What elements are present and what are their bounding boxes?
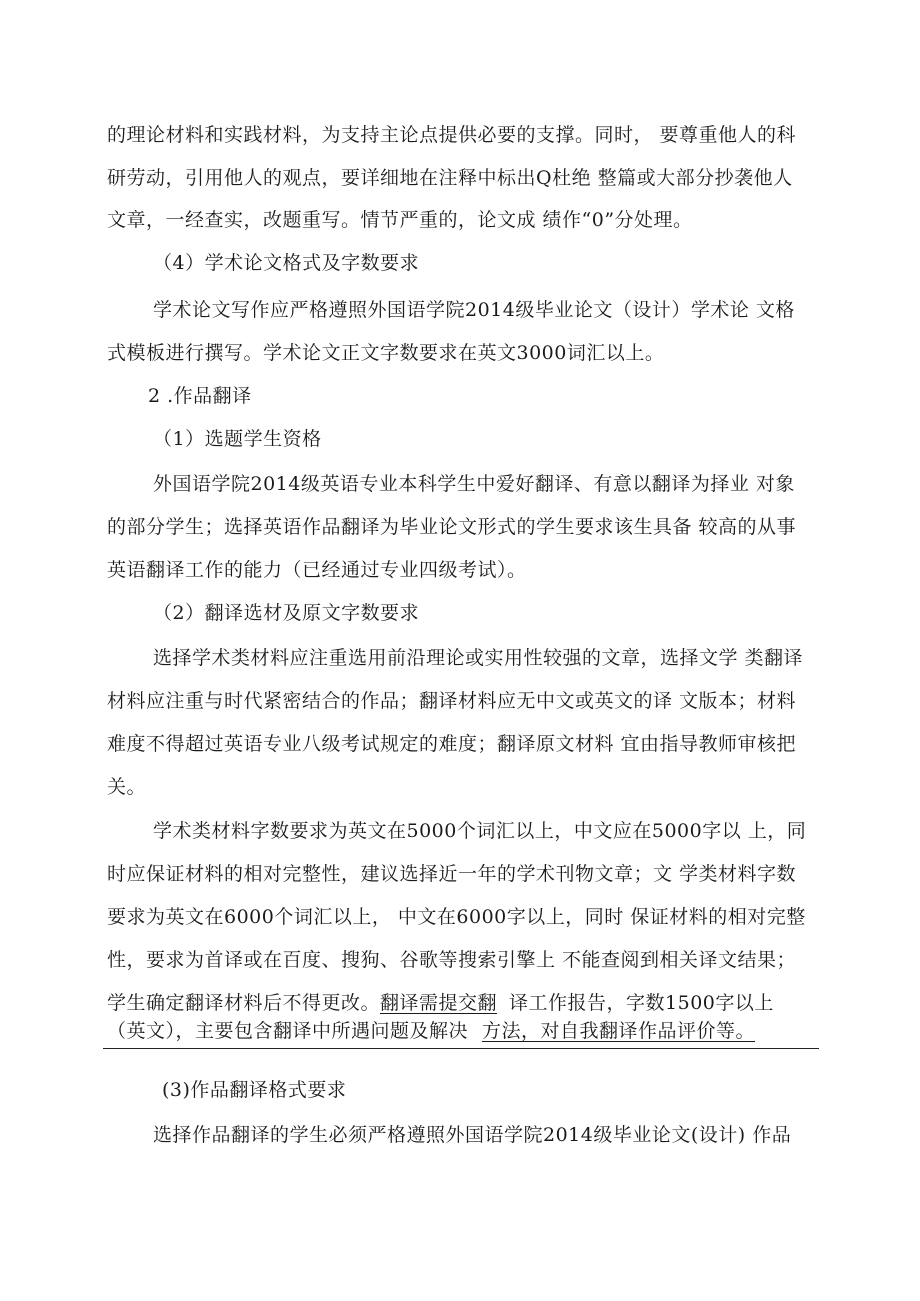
text-line: 要求为英文在6000个词汇以上， 中文在6000字以上，同时 保证材料的相对完整 <box>107 906 806 928</box>
text-segment: 学生确定翻译材料后不得更改。 <box>107 992 381 1014</box>
text-line: 的部分学生；选择英语作品翻译为毕业论文形式的学生要求该生具备 较高的从事 <box>107 516 797 538</box>
text-line: 的理论材料和实践材料，为支持主论点提供必要的支撑。同时， 要尊重他人的科 <box>107 124 797 146</box>
text-line: 研劳动，引用他人的观点，要详细地在注释中标出Q杜绝 整篇或大部分抄袭他人 <box>107 167 793 189</box>
text-line: 选择学术类材料应注重选用前沿理论或实用性较强的文章，选择文学 类翻译 <box>153 647 804 669</box>
section-heading: (3)作品翻译格式要求 <box>162 1079 347 1101</box>
text-line: 时应保证材料的相对完整性，建议选择近一年的学术刊物文章；文 学类材料字数 <box>107 863 797 885</box>
text-line: 文章，一经查实，改题重写。情节严重的，论文成 绩作“0”分处理。 <box>107 209 693 231</box>
text-line: 关。 <box>107 776 147 798</box>
text-line: 难度不得超过英语专业八级考试规定的难度；翻译原文材料 宜由指导教师审核把 <box>107 733 797 755</box>
text-segment: （英文），主要包含翻译中所遇问题及解决 <box>107 1020 469 1042</box>
text-line: 学术论文写作应严格遵照外国语学院2014级毕业论文（设计）学术论 文格 <box>153 299 795 321</box>
text-line: 材料应注重与时代紧密结合的作品；翻译材料应无中文或英文的译 文版本；材料 <box>107 690 797 712</box>
text-line <box>107 1018 755 1044</box>
text-line: 性，要求为首译或在百度、搜狗、谷歌等搜索引擎上 不能查阅到相关译文结果； <box>107 949 797 971</box>
text-line: 式模板进行撰写。学术论文正文字数要求在英文3000词汇以上。 <box>107 342 665 364</box>
text-line: 选择作品翻译的学生必须严格遵照外国语学院2014级毕业论文(设计) 作品 <box>153 1124 792 1146</box>
text-segment: 译工作报告，字数1500字以上 <box>509 992 774 1014</box>
section-heading: （1）选题学生资格 <box>153 428 322 450</box>
section-heading: 2 .作品翻译 <box>148 385 252 407</box>
text-line: 学术类材料字数要求为英文在5000个词汇以上，中文应在5000字以 上，同 <box>153 820 807 842</box>
horizontal-rule <box>103 1048 819 1049</box>
text-line <box>107 990 774 1016</box>
text-line: 外国语学院2014级英语专业本科学生中爱好翻译、有意以翻译为择业 对象 <box>153 473 795 495</box>
underlined-text: 方法，对自我翻译作品评价等。 <box>482 1020 756 1042</box>
section-heading: （2）翻译选材及原文字数要求 <box>153 602 420 624</box>
underlined-text: 翻译需提交翻 <box>380 992 498 1014</box>
section-heading: （4）学术论文格式及字数要求 <box>153 252 420 274</box>
text-line: 英语翻译工作的能力（已经通过专业四级考试）。 <box>107 559 527 581</box>
